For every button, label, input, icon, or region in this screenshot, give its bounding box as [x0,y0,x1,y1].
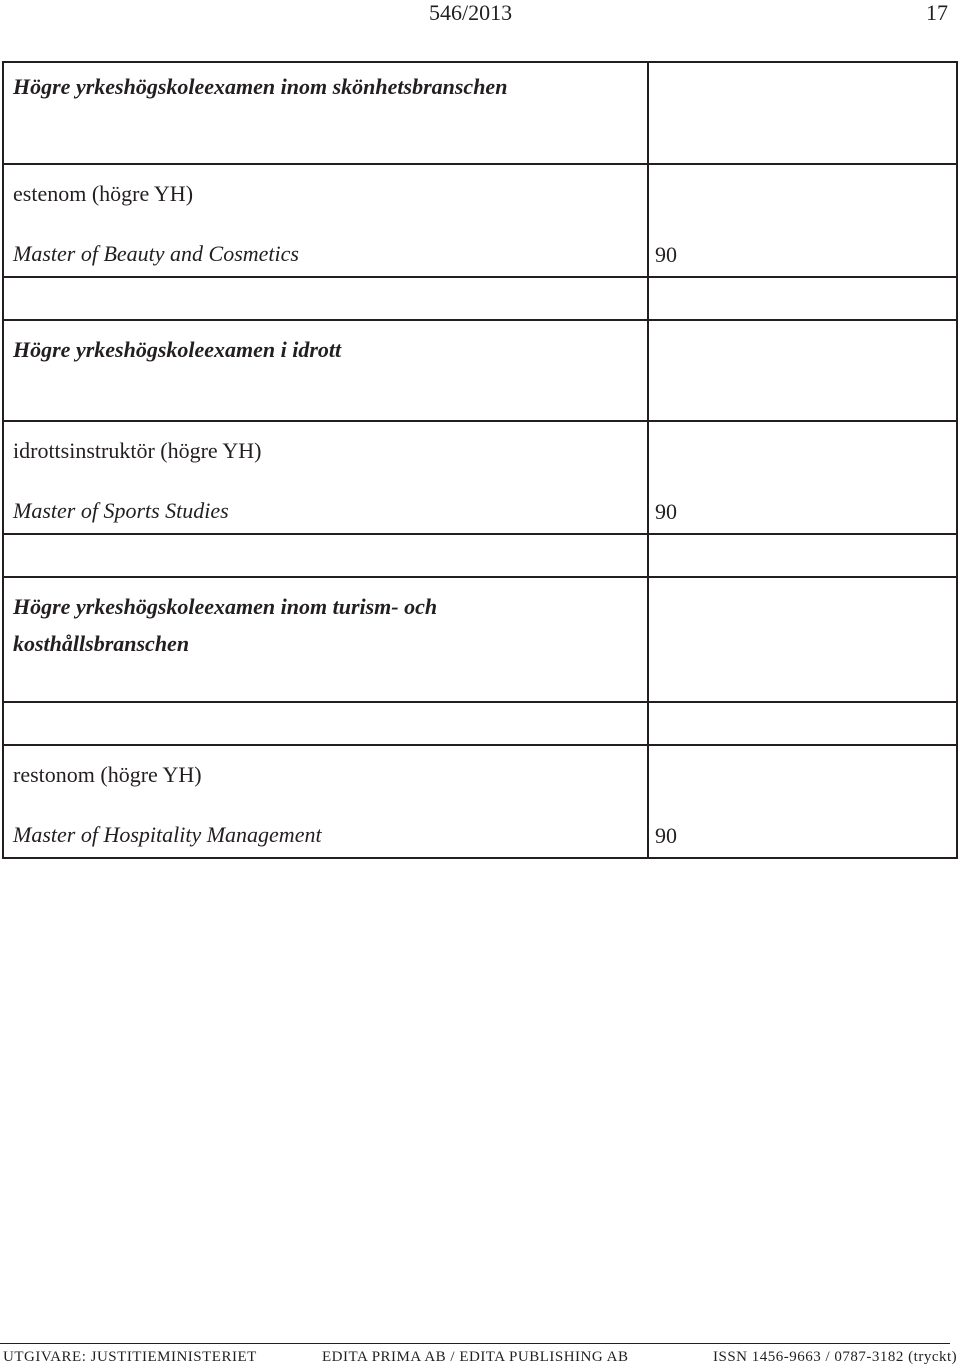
degree-title-en: Master of Sports Studies [13,498,229,523]
table-row [3,421,957,534]
degree-title-fi: estenom (högre YH) [13,181,194,206]
table-row [3,62,957,164]
degree-title-en: Master of Hospitality Management [13,822,322,847]
credits-value: 90 [655,823,677,848]
table-row [3,320,957,421]
credits-value: 90 [655,242,677,267]
document-number: 546/2013 [429,0,513,25]
table-row [3,534,957,577]
table-row [3,702,957,745]
credits-value: 90 [655,499,677,524]
section-title: Högre yrkeshögskoleexamen i idrott [13,337,342,362]
degree-title-fi: restonom (högre YH) [13,762,202,787]
table-row [3,164,957,277]
page-number: 17 [926,0,948,25]
footer-printer: EDITA PRIMA AB / EDITA PUBLISHING AB [322,1349,629,1365]
section-title-line-2: kosthållsbranschen [13,631,190,656]
table-row [3,577,957,702]
section-title: Högre yrkeshögskoleexamen inom skönhetsbranschen [13,74,508,99]
table-row [3,745,957,858]
footer-publisher: UTGIVARE: JUSTITIEMINISTERIET [3,1349,257,1365]
degree-table [2,61,958,859]
footer-issn: ISSN 1456-9663 / 0787-3182 (tryckt) [713,1349,958,1365]
table-row [3,277,957,320]
degree-title-en: Master of Beauty and Cosmetics [13,241,299,266]
section-title-line-1: Högre yrkeshögskoleexamen inom turism- och [13,594,438,619]
degree-title-fi: idrottsinstruktör (högre YH) [13,438,262,463]
footer-rule [0,1343,950,1344]
